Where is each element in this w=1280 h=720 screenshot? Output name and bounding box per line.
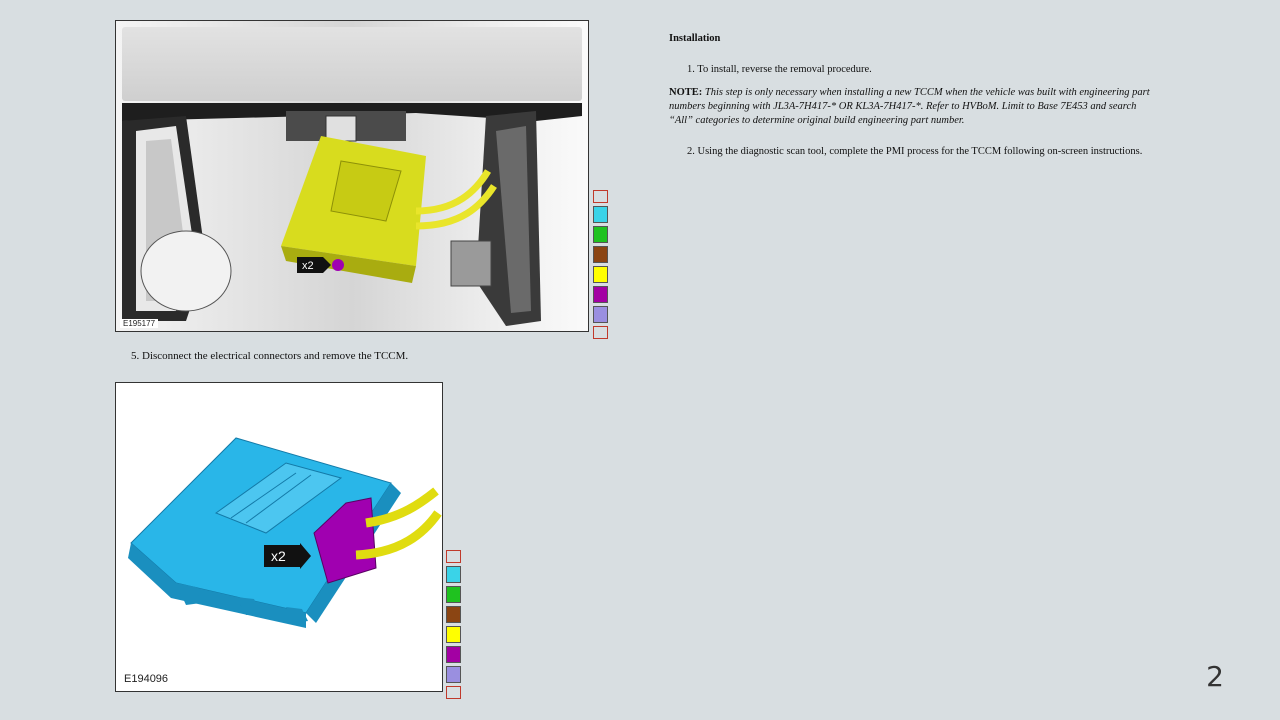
swatch	[446, 566, 461, 583]
swatch-empty-top	[446, 550, 461, 563]
swatch-empty-bottom	[593, 326, 608, 339]
tccm-removed-illustration	[116, 383, 442, 691]
figure-tccm-removed	[115, 382, 443, 692]
swatch	[593, 286, 608, 303]
swatch-empty-bottom	[446, 686, 461, 699]
figure-tccm-installed	[115, 20, 589, 332]
tccm-installed-illustration	[116, 21, 588, 331]
swatch-empty-top	[593, 190, 608, 203]
swatch	[593, 226, 608, 243]
swatch	[593, 246, 608, 263]
swatch	[446, 666, 461, 683]
note-label: NOTE:	[669, 87, 703, 98]
swatch	[446, 626, 461, 643]
installation-step-1: 1. To install, reverse the removal procedure.	[687, 64, 872, 75]
installation-heading: Installation	[669, 33, 721, 44]
swatch	[593, 306, 608, 323]
note-block	[669, 86, 1159, 128]
figure-id: E195177	[120, 319, 158, 328]
installation-section	[669, 32, 1159, 168]
swatch	[446, 646, 461, 663]
swatch	[446, 606, 461, 623]
swatch	[593, 266, 608, 283]
color-swatch-legend-1	[593, 190, 608, 342]
figure-id: E194096	[124, 673, 169, 685]
note-text: This step is only necessary when installing a new TCCM when the vehicle was built with engineering part numbers beginning with JL3A-7H417-* OR KL3A-7H417-*. Refer to HVBoM. Limit to Base 7E453 and search “All” categories to determine original build engineering part number.	[669, 87, 1150, 126]
callout-label: x2	[302, 260, 314, 272]
swatch	[593, 206, 608, 223]
swatch	[446, 586, 461, 603]
step-5-text: 5. Disconnect the electrical connectors and remove the TCCM.	[131, 350, 409, 362]
callout-label: x2	[271, 548, 286, 564]
color-swatch-legend-2	[446, 550, 461, 702]
installation-step-2: 2. Using the diagnostic scan tool, complete the PMI process for the TCCM following on-screen instructions.	[687, 146, 1143, 157]
page-number: 2	[1206, 660, 1224, 693]
